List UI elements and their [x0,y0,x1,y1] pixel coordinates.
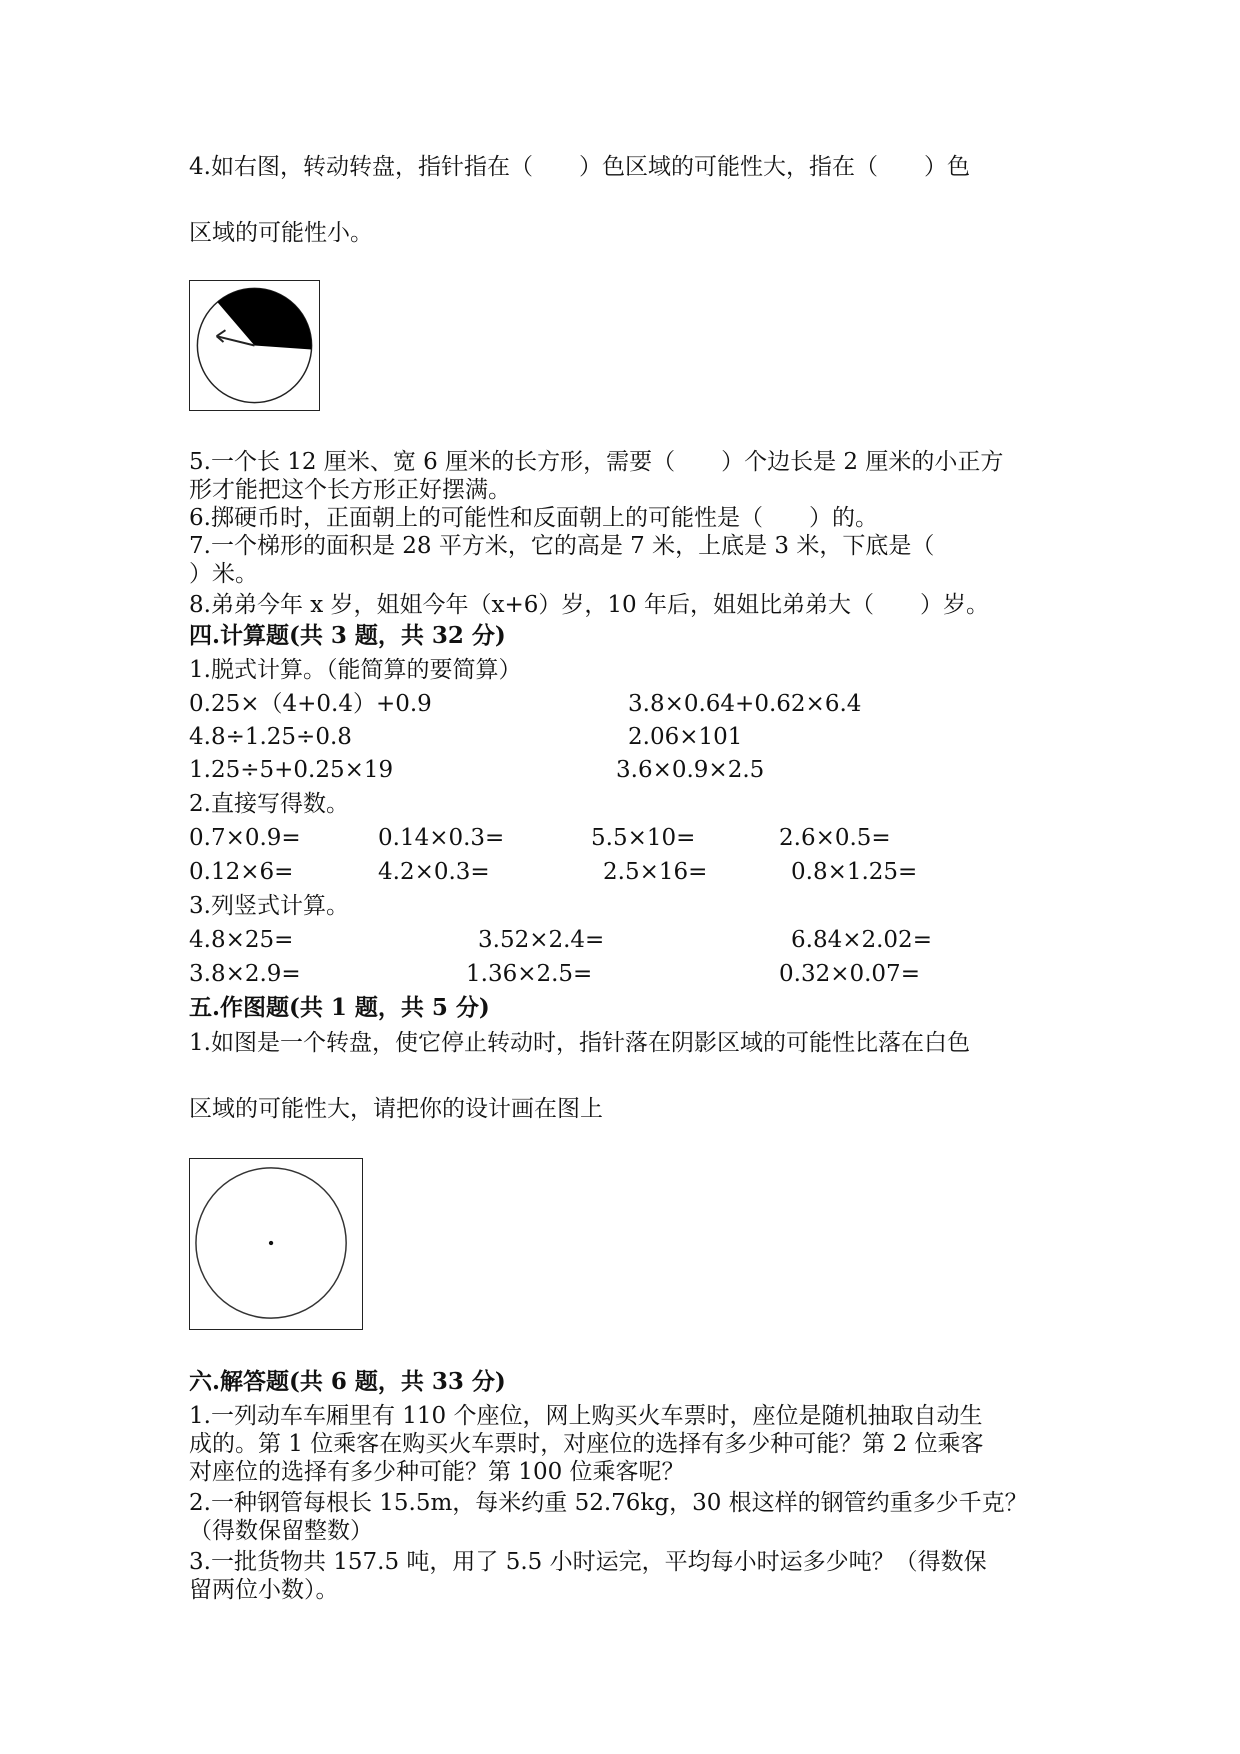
calc-item: 2.06×101 [628,724,743,750]
calc-item: 3.6×0.9×2.5 [616,757,765,783]
spinner-figure [189,280,320,411]
answer-q3-line1: 3.一批货物共 157.5 吨，用了 5.5 小时运完，平均每小时运多少吨？（得数保 [189,1549,987,1575]
answer-q2-line2: （得数保留整数） [189,1518,373,1544]
section6-title: 六.解答题(共 6 题，共 33 分) [189,1368,506,1395]
q4-line2: 区域的可能性小。 [189,220,373,246]
answer-q1-line1: 1.一列动车车厢里有 110 个座位，网上购买火车票时，座位是随机抽取自动生 [189,1403,983,1429]
calc-item: 1.25÷5+0.25×19 [189,757,394,783]
answer-q3-line2: 留两位小数）。 [189,1577,339,1603]
calc-item: 6.84×2.02= [791,927,932,953]
q6-text: 6.掷硬币时，正面朝上的可能性和反面朝上的可能性是（ ）的。 [189,505,878,531]
calc-item: 0.25×（4+0.4）+0.9 [189,691,432,717]
draw-q1-line2: 区域的可能性大，请把你的设计画在图上 [189,1096,603,1122]
spinner-svg [190,281,319,410]
calc-item: 0.14×0.3= [378,825,505,851]
draw-q1-line1: 1.如图是一个转盘，使它停止转动时，指针落在阴影区域的可能性比落在白色 [189,1030,970,1056]
calc-item: 3.8×2.9= [189,961,301,987]
answer-q2-line1: 2.一种钢管每根长 15.5m，每米约重 52.76kg，30 根这样的钢管约重多少千克？ [189,1490,1028,1516]
section4-title: 四.计算题(共 3 题，共 32 分) [189,622,506,649]
calc-item: 3.52×2.4= [478,927,605,953]
calc-item: 3.8×0.64+0.62×6.4 [628,691,862,717]
calc-p2-title: 2.直接写得数。 [189,791,349,817]
calc-item: 0.7×0.9= [189,825,301,851]
calc-item: 0.32×0.07= [779,961,920,987]
q4-line1: 4.如右图，转动转盘，指针指在（ ）色区域的可能性大，指在（ ）色 [189,154,970,180]
spinner-center-dot [269,1241,273,1245]
q7-line2: ）米。 [189,561,258,587]
calc-p3-title: 3.列竖式计算。 [189,893,349,919]
calc-item: 5.5×10= [591,825,696,851]
calc-item: 4.2×0.3= [378,859,490,885]
calc-item: 1.36×2.5= [466,961,593,987]
q5-line1: 5.一个长 12 厘米、宽 6 厘米的长方形，需要（ ）个边长是 2 厘米的小正方 [189,449,1004,475]
calc-item: 4.8×25= [189,927,294,953]
blank-spinner-svg [190,1159,362,1329]
calc-item: 2.6×0.5= [779,825,891,851]
calc-item: 0.12×6= [189,859,294,885]
blank-spinner-figure [189,1158,363,1330]
q5-line2: 形才能把这个长方形正好摆满。 [189,477,511,503]
section5-title: 五.作图题(共 1 题，共 5 分) [189,994,490,1021]
calc-item: 4.8÷1.25÷0.8 [189,724,352,750]
q8-text: 8.弟弟今年 x 岁，姐姐今年（x+6）岁，10 年后，姐姐比弟弟大（ ）岁。 [189,592,989,618]
calc-item: 2.5×16= [603,859,708,885]
answer-q1-line2: 成的。第 1 位乘客在购买火车票时，对座位的选择有多少种可能？第 2 位乘客 [189,1431,984,1457]
calc-p1-title: 1.脱式计算。（能简算的要简算） [189,657,522,683]
calc-item: 0.8×1.25= [791,859,918,885]
answer-q1-line3: 对座位的选择有多少种可能？第 100 位乘客呢？ [189,1459,685,1485]
q7-line1: 7.一个梯形的面积是 28 平方米，它的高是 7 米，上底是 3 米，下底是（ [189,533,935,559]
